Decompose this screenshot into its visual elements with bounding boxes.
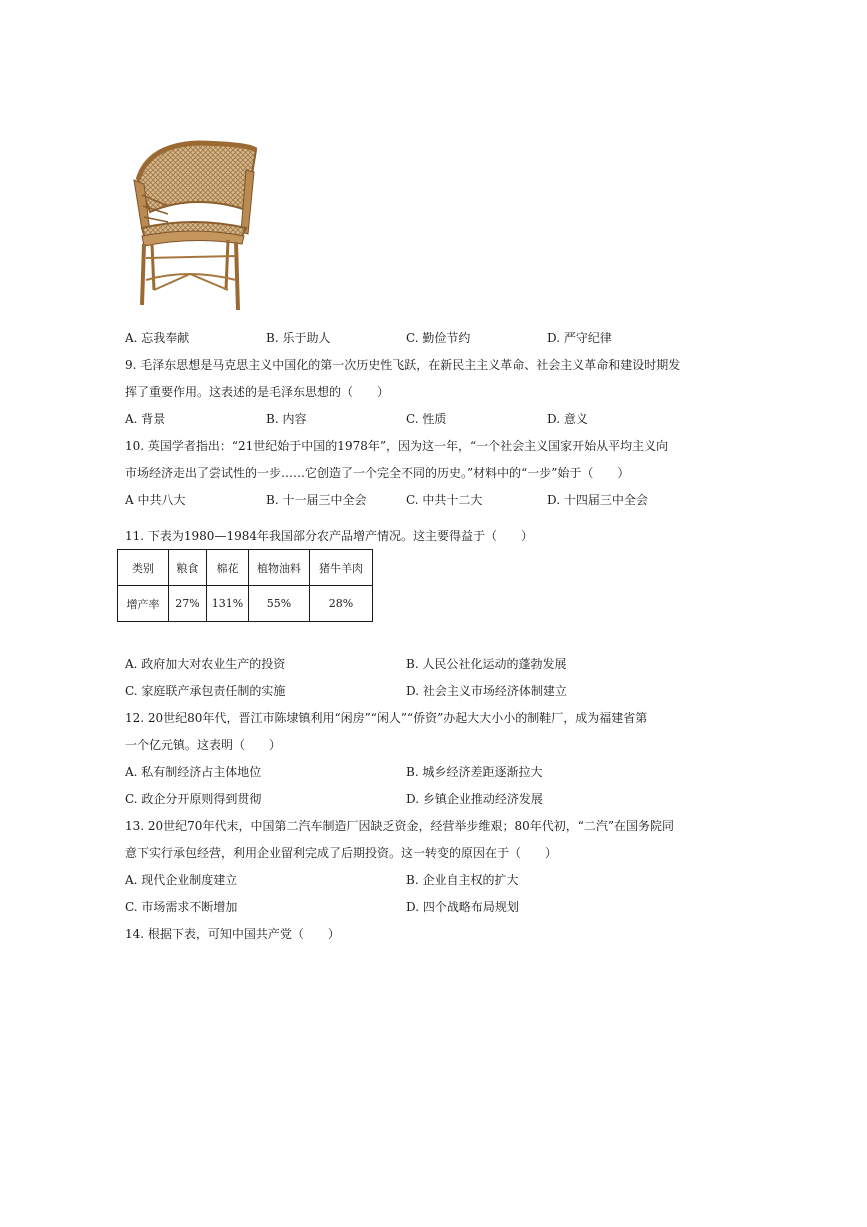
q10-option-c: C. 中共十二大 <box>406 493 483 507</box>
rattan-chair-image <box>128 140 263 315</box>
table-cell: 27% <box>169 586 207 622</box>
table-cell: 28% <box>310 586 373 622</box>
q11-data-table <box>117 549 373 622</box>
table-header-cell: 植物油料 <box>249 550 310 586</box>
table-header-cell: 棉花 <box>207 550 249 586</box>
table-cell: 增产率 <box>118 586 169 622</box>
q12-option-b: B. 城乡经济差距逐渐拉大 <box>406 765 543 779</box>
q13-option-a: A. 现代企业制度建立 <box>125 873 238 887</box>
q12-option-c: C. 政企分开原则得到贯彻 <box>125 792 262 806</box>
q8-option-b: B. 乐于助人 <box>266 331 331 345</box>
q14-stem-line-1: 14. 根据下表，可知中国共产党（ ） <box>125 927 340 941</box>
table-header-cell: 猪牛羊肉 <box>310 550 373 586</box>
q11-option-a: A. 政府加大对农业生产的投资 <box>125 657 286 671</box>
q12-option-d: D. 乡镇企业推动经济发展 <box>406 792 543 806</box>
q8-option-d: D. 严守纪律 <box>547 331 612 345</box>
q11-option-b: B. 人民公社化运动的蓬勃发展 <box>406 657 567 671</box>
q9-stem-line-1: 9. 毛泽东思想是马克思主义中国化的第一次历史性飞跃，在新民主主义革命、社会主义革命和建设时期发 <box>125 358 681 372</box>
q10-option-d: D. 十四届三中全会 <box>547 493 648 507</box>
table-header-cell: 类别 <box>118 550 169 586</box>
q10-stem-line-2: 市场经济走出了尝试性的一步……它创造了一个完全不同的历史。”材料中的“一步”始于（ ） <box>125 466 630 480</box>
q8-option-c: C. 勤俭节约 <box>406 331 471 345</box>
q9-option-d: D. 意义 <box>547 412 588 426</box>
q9-stem-line-2: 挥了重要作用。这表述的是毛泽东思想的（ ） <box>125 385 390 399</box>
q13-stem-line-1: 13. 20世纪70年代末，中国第二汽车制造厂因缺乏资金，经营举步维艰；80年代初，“二汽”在国务院同 <box>125 819 674 833</box>
table-header-cell: 粮食 <box>169 550 207 586</box>
q8-option-a: A. 忘我奉献 <box>125 331 190 345</box>
q12-stem-line-1: 12. 20世纪80年代，晋江市陈埭镇利用“闲房”“闲人”“侨资”办起大大小小的制鞋厂，成为福建省第 <box>125 711 648 725</box>
q13-option-c: C. 市场需求不断增加 <box>125 900 238 914</box>
q13-stem-line-2: 意下实行承包经营，利用企业留利完成了后期投资。这一转变的原因在于（ ） <box>125 846 558 860</box>
q13-option-b: B. 企业自主权的扩大 <box>406 873 519 887</box>
q9-option-c: C. 性质 <box>406 412 447 426</box>
q12-stem-line-2: 一个亿元镇。这表明（ ） <box>125 738 282 752</box>
q9-option-a: A. 背景 <box>125 412 166 426</box>
q10-option-a: A 中共八大 <box>125 493 186 507</box>
q11-stem-line-1: 11. 下表为1980—1984年我国部分农产品增产情况。这主要得益于（ ） <box>125 529 533 543</box>
table-header-row <box>118 550 373 586</box>
table-cell: 55% <box>249 586 310 622</box>
q9-option-b: B. 内容 <box>266 412 307 426</box>
q11-option-c: C. 家庭联产承包责任制的实施 <box>125 684 286 698</box>
q10-stem-line-1: 10. 英国学者指出：“21世纪始于中国的1978年”，因为这一年，“一个社会主义国家开始从平均主义向 <box>125 439 669 453</box>
table-row <box>118 586 373 622</box>
table-cell: 131% <box>207 586 249 622</box>
q10-option-b: B. 十一届三中全会 <box>266 493 367 507</box>
q13-option-d: D. 四个战略布局规划 <box>406 900 519 914</box>
q12-option-a: A. 私有制经济占主体地位 <box>125 765 262 779</box>
q11-option-d: D. 社会主义市场经济体制建立 <box>406 684 567 698</box>
